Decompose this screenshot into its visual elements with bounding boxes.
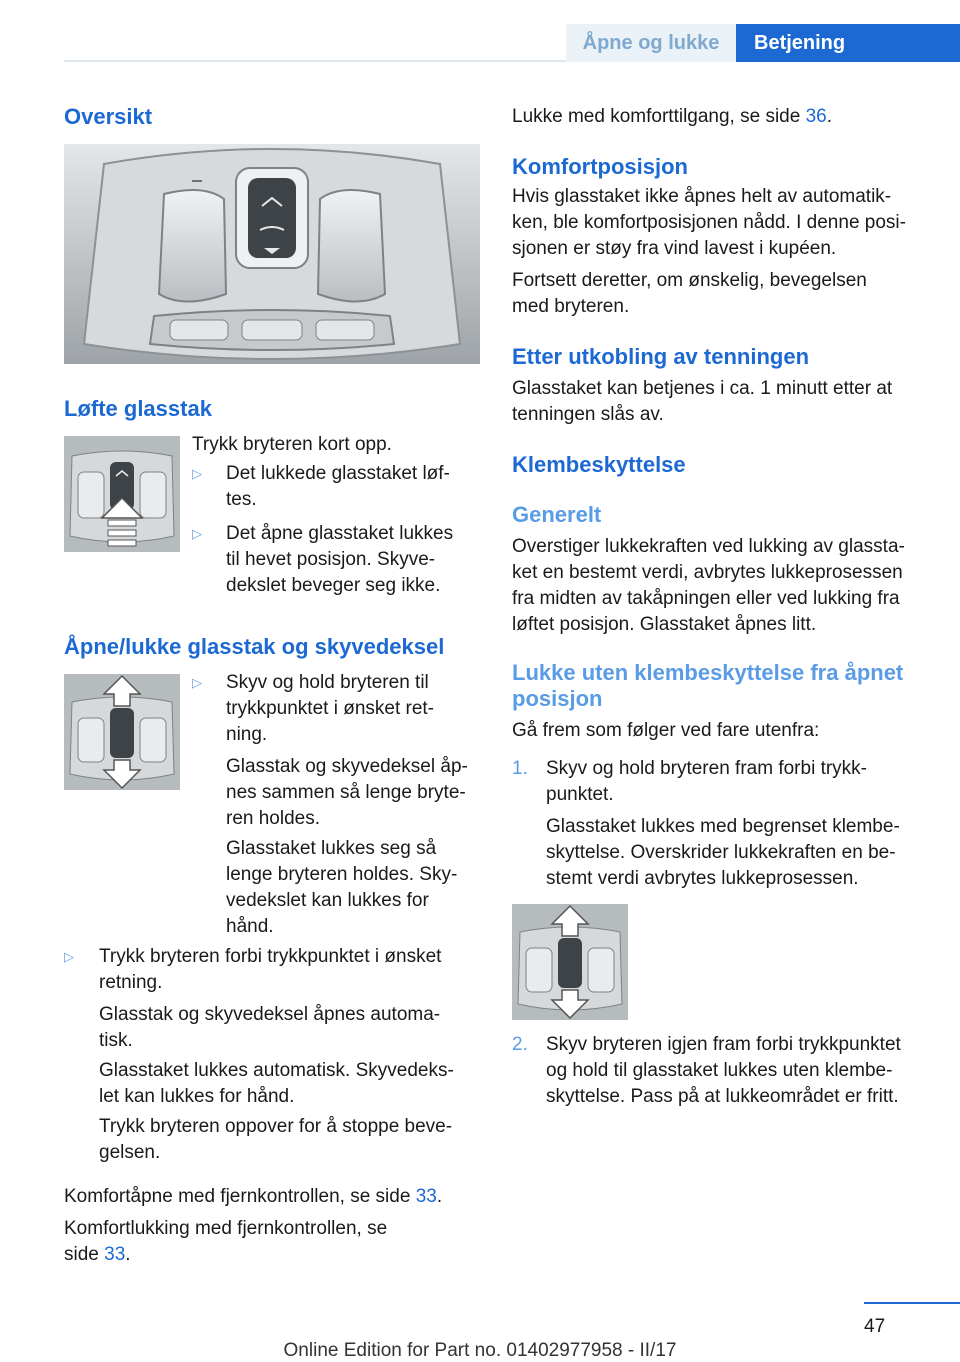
footer-edition: Online Edition for Part no. 01402977958 - II/17 <box>283 1340 677 1361</box>
generelt-line-4: løftet posisjon. Glasstaket åpnes litt. <box>512 614 817 635</box>
apne-b1-sub2-line-1: Glasstaket lukkes seg så <box>226 838 437 859</box>
header-section-tab[interactable]: Åpne og lukke <box>566 24 736 62</box>
heading-etter-utkobling: Etter utkobling av tenningen <box>512 344 810 369</box>
apne-b2-sub1-line-2: tisk. <box>99 1030 133 1051</box>
bullet-icon: ▷ <box>192 526 202 541</box>
step-2-line-2: og hold til glasstaket lukkes uten klembe- <box>546 1060 893 1081</box>
footer-rule <box>864 1302 960 1304</box>
komfortpos-line-3: sjonen er støy fra vind lavest i kupéen. <box>512 238 837 259</box>
overview-figure <box>64 144 480 364</box>
apne-b2-sub3-line-1: Trykk bryteren oppover for å stoppe beve- <box>99 1116 453 1137</box>
uten-intro: Gå frem som følger ved fare utenfra: <box>512 720 820 741</box>
roof-console-illustration <box>64 144 480 364</box>
apne-bullet-1-line-2: trykkpunktet i ønsket ret- <box>226 698 435 719</box>
komfort-lukk-text: side <box>64 1244 105 1265</box>
komfortpos-line-1: Hvis glasstaket ikke åpnes helt av automatik- <box>512 186 892 207</box>
step-1-sub-line-2: skyttelse. Overskrider lukkekraften en be- <box>546 842 896 863</box>
apne-b2-sub3-line-2: gelsen. <box>99 1142 161 1163</box>
etter-line-1: Glasstaket kan betjenes i ca. 1 minutt etter at <box>512 378 893 399</box>
page-link-33[interactable]: 33 <box>104 1244 126 1265</box>
apne-b1-sub2-line-2: lenge bryteren holdes. Sky- <box>226 864 458 885</box>
generelt-line-1: Overstiger lukkekraften ved lukking av glassta- <box>512 536 905 557</box>
komfortpos-line-5: med bryteren. <box>512 296 630 317</box>
figure-lift-roof <box>64 436 180 552</box>
bullet-icon: ▷ <box>192 466 202 481</box>
apne-b2-sub1-line-1: Glasstak og skyvedeksel åpnes automa- <box>99 1004 441 1025</box>
komfortpos-line-4: Fortsett deretter, om ønskelig, bevegelsen <box>512 270 867 291</box>
step-number-2: 2. <box>512 1034 528 1055</box>
heading-komfortposisjon: Komfortposisjon <box>512 154 688 179</box>
step-2-line-3: skyttelse. Pass på at lukkeområdet er fritt. <box>546 1086 899 1107</box>
komfort-apne-text: Komfortåpne med fjernkontrollen, se side <box>64 1186 416 1207</box>
generelt-line-2: ket en bestemt verdi, avbrytes lukkeprosessen <box>512 562 903 583</box>
page-number: 47 <box>864 1316 886 1337</box>
apne-bullet-1-line-1: Skyv og hold bryteren til <box>226 672 429 693</box>
apne-b1-sub2-line-4: hånd. <box>226 916 274 937</box>
heading-apne-lukke: Åpne/lukke glasstak og skyvedeksel <box>64 634 445 659</box>
lukke-text: Lukke med komforttilgang, se side <box>512 106 806 127</box>
heading-lofte-glasstak: Løfte glasstak <box>64 396 212 421</box>
heading-generelt: Generelt <box>512 502 602 527</box>
apne-b2-sub2-line-2: let kan lukkes for hånd. <box>99 1086 295 1107</box>
komfort-apne-paragraph: Komfortåpne med fjernkontrollen, se side 33. <box>64 1186 443 1207</box>
lofte-bullet-2-line-2: til hevet posisjon. Skyve- <box>226 549 436 570</box>
lofte-bullet-2-line-3: dekslet beveger seg ikke. <box>226 575 441 596</box>
step-2-line-1: Skyv bryteren igjen fram forbi trykkpunktet <box>546 1034 901 1055</box>
lukke-komforttilgang: Lukke med komforttilgang, se side 36. <box>512 106 833 127</box>
step-1-line-2: punktet. <box>546 784 614 805</box>
komfort-lukk-line-2: side 33. <box>64 1244 131 1265</box>
apne-b1-sub1-line-2: nes sammen så lenge bryte- <box>226 782 466 803</box>
page-link-33[interactable]: 33 <box>415 1186 437 1207</box>
header-chapter-tab[interactable]: Betjening <box>736 24 960 62</box>
bullet-icon: ▷ <box>192 675 202 690</box>
step-1-sub-line-1: Glasstaket lukkes med begrenset klembe- <box>546 816 900 837</box>
up-arrow-illustration <box>64 436 180 552</box>
lofte-intro: Trykk bryteren kort opp. <box>192 434 392 455</box>
apne-b1-sub1-line-3: ren holdes. <box>226 808 321 829</box>
bullet-icon: ▷ <box>64 949 74 964</box>
page-link-36[interactable]: 36 <box>805 106 827 127</box>
lofte-bullet-2-line-1: Det åpne glasstaket lukkes <box>226 523 454 544</box>
up-down-arrow-illustration <box>64 674 180 790</box>
generelt-line-3: fra midten av takåpningen eller ved lukking fra <box>512 588 900 609</box>
heading-oversikt: Oversikt <box>64 104 153 129</box>
heading-lukke-uten-line-1: Lukke uten klembeskyttelse fra åpnet <box>512 660 904 685</box>
lofte-bullet-1-line-1: Det lukkede glasstaket løf- <box>226 463 450 484</box>
step-1-line-1: Skyv og hold bryteren fram forbi trykk- <box>546 758 867 779</box>
apne-b1-sub2-line-3: vedekslet kan lukkes for <box>226 890 429 911</box>
figure-open-close-roof <box>64 674 180 790</box>
apne-bullet-1-line-3: ning. <box>226 724 268 745</box>
step-number-1: 1. <box>512 758 528 779</box>
apne-b2-sub2-line-1: Glasstaket lukkes automatisk. Skyvedeks- <box>99 1060 454 1081</box>
komfort-lukk-line-1: Komfortlukking med fjernkontrollen, se <box>64 1218 388 1239</box>
lofte-bullet-1-line-2: tes. <box>226 489 257 510</box>
up-down-arrow-illustration <box>512 904 628 1020</box>
apne-bullet-2-line-1: Trykk bryteren forbi trykkpunktet i ønsket <box>99 946 442 967</box>
apne-bullet-2-line-2: retning. <box>99 972 163 993</box>
etter-line-2: tenningen slås av. <box>512 404 664 425</box>
apne-b1-sub1-line-1: Glasstak og skyvedeksel åp- <box>226 756 468 777</box>
heading-klembeskyttelse: Klembeskyttelse <box>512 452 686 477</box>
komfortpos-line-2: ken, ble komfortposisjonen nådd. I denne posi- <box>512 212 906 233</box>
step-1-sub-line-3: stemt verdi avbrytes lukkeprosessen. <box>546 868 859 889</box>
figure-close-without-protection <box>512 904 628 1020</box>
heading-lukke-uten-line-2: posisjon <box>512 686 603 711</box>
